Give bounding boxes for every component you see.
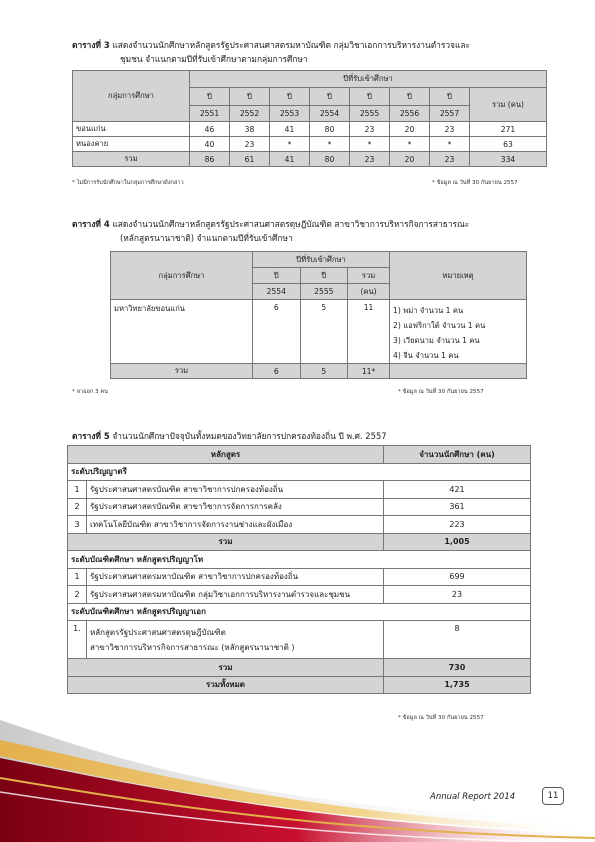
table-row: 2 รัฐประศาสนศาสตรบัณฑิต สาขาวิชาการจัดการการคลัง 361	[68, 498, 531, 516]
table-row: 1 รัฐประศาสนศาสตรมหาบัณฑิต สาขาวิชาการปกครองท้องถิ่น 699	[68, 568, 531, 586]
table3: กลุ่มการศึกษา ปีที่รับเข้าศึกษา ปี ปี ปี ปี ปี ปี ปี รวม (คน) 2551 2552 2553 2554 2555 2556 2557 ขอนแก่น 46 38 41 80 23 20 23 271 หนองคาย 40 23 * * * * * 63 รวม 86 61 41 80 23 20 23 334	[72, 70, 547, 167]
table-row: 2 รัฐประศาสนศาสตรมหาบัณฑิต กลุ่มวิชาเอกการบริหารงานตำรวจและชุมชน 23	[68, 586, 531, 604]
table-row: หนองคาย 40 23 * * * * * 63	[73, 137, 547, 152]
table3-total-header: รวม (คน)	[470, 88, 547, 122]
footer-report-title: Annual Report 2014	[430, 792, 516, 802]
table-row: ขอนแก่น 46 38 41 80 23 20 23 271	[73, 122, 547, 137]
table3-year-header: ปีที่รับเข้าศึกษา	[190, 71, 547, 88]
table5: หลักสูตร จำนวนนักศึกษา (คน) ระดับปริญญาตรี 1 รัฐประศาสนศาสตรบัณฑิต สาขาวิชาการปกครองท้องถิ่น 421 2 รัฐประศาสนศาสตรบัณฑิต สาขาวิชาการจัดการการคลัง 361 3 เทคโนโลยีบัณฑิต สาขาวิชาการจัดการงานช่างและผังเมือง 223 รวม 1,005 ระดับบัณฑิตศึกษา หลักสูตรปริญญาโท 1 รัฐประศาสนศาสตรมหาบัณฑิต สาขาวิชาการปกครองท้องถิ่น 699 2 รัฐประศาสนศาสตรมหาบัณฑิต กลุ่มวิชาเอกการบริหารงานตำรวจและชุมชน 23 ระดับบัณฑิตศึกษา หลักสูตรปริญญาเอก 1. หลักสูตรรัฐประศาสนศาสตรดุษฎีบัณฑิต สาขาวิชาการบริหารกิจการสาธารณะ (หลักสูตรนานาชาติ ) 8 รวม 730 รวมทั้งหมด 1,735	[67, 445, 531, 694]
table3-note-right: * ข้อมูล ณ วันที่ 30 กันยายน 2557	[432, 180, 518, 186]
table3-note-left: * ไม่มีการรับนักศึกษาในกลุ่มการศึกษาดังกล่าว	[72, 180, 184, 186]
page-number: 11	[542, 787, 564, 805]
table4-note-left: * ลาออก 3 คน	[72, 389, 108, 395]
section-heading: ระดับปริญญาตรี	[68, 463, 531, 481]
table4-caption: ตารางที่ 4 แสดงจำนวนนักศึกษาหลักสูตรรัฐประศาสนศาสตรดุษฎีบัณฑิต สาขาวิชาการบริหารกิจการสาธารณะ (หลักสูตรนานาชาติ) จำแนกตามปีที่รับเข้าศึกษา	[72, 219, 470, 243]
table4-remarks: 1) พม่า จำนวน 1 คน 2) แอฟริกาใต้ จำนวน 1 คน 3) เวียดนาม จำนวน 1 คน 4) จีน จำนวน 1 คน	[390, 300, 527, 364]
table-row: 1. หลักสูตรรัฐประศาสนศาสตรดุษฎีบัณฑิต สาขาวิชาการบริหารกิจการสาธารณะ (หลักสูตรนานาชาติ ) 8	[68, 621, 531, 659]
table-row: 1 รัฐประศาสนศาสตรบัณฑิต สาขาวิชาการปกครองท้องถิ่น 421	[68, 481, 531, 499]
decorative-swoosh	[0, 700, 595, 842]
table4: กลุ่มการศึกษา ปีที่รับเข้าศึกษา หมายเหตุ ปี ปี รวม 2554 2555 (คน) มหาวิทยาลัยขอนแก่น 6 5 11 1) พม่า จำนวน 1 คน 2) แอฟริกาใต้ จำนวน 1 คน 3) เวียดนาม จำนวน 1 คน 4) จีน จำนวน 1 คน รวม 6 5 11*	[110, 251, 527, 379]
table5-caption: ตารางที่ 5 จำนวนนักศึกษาปัจจุบันทั้งหมดของวิทยาลัยการปกครองท้องถิ่น ปี พ.ศ. 2557	[72, 431, 387, 441]
table3-caption: ตารางที่ 3 แสดงจำนวนนักศึกษาหลักสูตรรัฐประศาสนศาสตรมหาบัณฑิต กลุ่มวิชาเอกการบริหารงานตำรวจและ ชุมชน จำแนกตามปีที่รับเข้าศึกษาตามกลุ่มการศึกษา	[72, 40, 470, 64]
section-heading: ระดับบัณฑิตศึกษา หลักสูตรปริญญาเอก	[68, 603, 531, 621]
table-total-row: รวม 86 61 41 80 23 20 23 334	[73, 152, 547, 167]
table-row: มหาวิทยาลัยขอนแก่น 6 5 11 1) พม่า จำนวน 1 คน 2) แอฟริกาใต้ จำนวน 1 คน 3) เวียดนาม จำนวน 1 คน 4) จีน จำนวน 1 คน	[111, 300, 527, 364]
section-heading: ระดับบัณฑิตศึกษา หลักสูตรปริญญาโท	[68, 551, 531, 569]
table-row: 3 เทคโนโลยีบัณฑิต สาขาวิชาการจัดการงานช่างและผังเมือง 223	[68, 516, 531, 534]
table3-group-header: กลุ่มการศึกษา	[73, 71, 190, 122]
table5-note-right: * ข้อมูล ณ วันที่ 30 กันยายน 2557	[398, 715, 484, 721]
table4-note-right: * ข้อมูล ณ วันที่ 30 กันยายน 2557	[398, 389, 484, 395]
table-total-row: รวม 6 5 11*	[111, 364, 527, 379]
